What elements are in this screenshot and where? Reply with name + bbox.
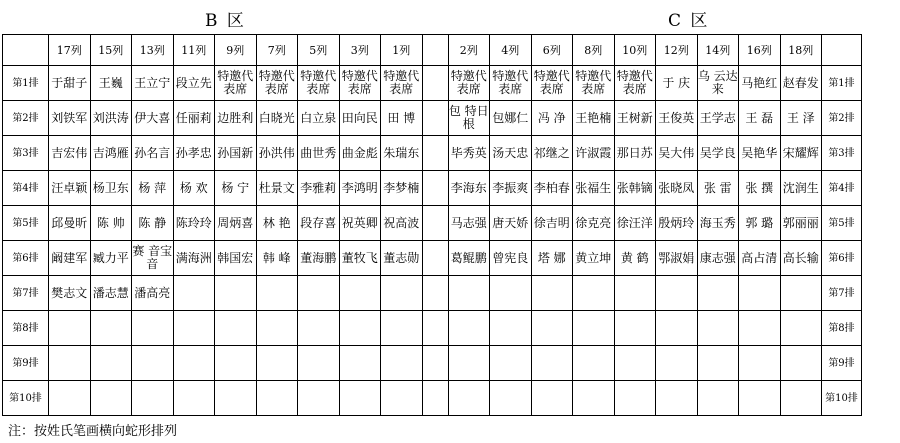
seat-cell-b [173,276,215,311]
seat-cell-c: 吴大伟 [656,136,698,171]
seat-cell-c: 王俊英 [656,101,698,136]
seat-cell-c: 特邀代表席 [490,66,532,101]
column-header-c: 12列 [656,35,698,66]
seat-cell-b: 特邀代表席 [256,66,298,101]
seat-cell-c: 王学志 [697,101,739,136]
seat-cell-b: 潘志慧 [90,276,132,311]
seat-cell-b: 特邀代表席 [298,66,340,101]
column-header-b: 11列 [173,35,215,66]
seat-cell-b: 段立先 [173,66,215,101]
seat-cell-c [490,346,532,381]
seat-row [3,241,862,276]
seat-cell-c [531,276,573,311]
aisle-cell [422,66,448,101]
seat-cell-c: 李柏春 [531,171,573,206]
seat-cell-c [573,276,615,311]
seat-cell-c [697,381,739,416]
seat-cell-c: 张福生 [573,171,615,206]
column-header-b: 17列 [49,35,91,66]
seat-cell-b [132,346,174,381]
column-header-b: 7列 [256,35,298,66]
column-header-b: 5列 [298,35,340,66]
seat-cell-b [215,346,257,381]
row-label-left: 第3排 [3,136,49,171]
seat-cell-b [339,276,381,311]
seat-cell-c: 王 磊 [739,101,781,136]
seat-cell-b: 阚建军 [49,241,91,276]
seat-cell-c [656,346,698,381]
seat-cell-c: 康志强 [697,241,739,276]
seat-cell-b: 孙国新 [215,136,257,171]
row-label-left: 第4排 [3,171,49,206]
seat-cell-c: 特邀代表席 [448,66,490,101]
seat-cell-c: 王树新 [614,101,656,136]
seat-cell-b [381,276,423,311]
seat-cell-b: 吉宏伟 [49,136,91,171]
seat-cell-b: 孙名言 [132,136,174,171]
row-label-left: 第2排 [3,101,49,136]
seat-cell-b [215,381,257,416]
seat-cell-b: 特邀代表席 [215,66,257,101]
seat-cell-b [173,346,215,381]
seat-cell-c [697,311,739,346]
seat-cell-c: 特邀代表席 [531,66,573,101]
seat-cell-c: 于 庆 [656,66,698,101]
row-label-right: 第10排 [822,381,862,416]
seat-cell-b [90,346,132,381]
seat-cell-b: 陈 帅 [90,206,132,241]
seat-row [3,66,862,101]
seat-cell-b: 林 艳 [256,206,298,241]
seat-cell-b: 刘铁军 [49,101,91,136]
seat-cell-b: 田向民 [339,101,381,136]
seat-row [3,206,862,241]
seat-cell-b [215,276,257,311]
seat-cell-c: 徐吉明 [531,206,573,241]
aisle-cell [422,35,448,66]
seat-row [3,136,862,171]
seat-cell-c [531,346,573,381]
section-b-title: B 区 [205,11,246,31]
row-label-left: 第9排 [3,346,49,381]
seat-cell-c: 张 雷 [697,171,739,206]
seat-cell-b [215,311,257,346]
seat-cell-c [614,381,656,416]
seat-cell-b: 曲金彪 [339,136,381,171]
seat-cell-b [256,276,298,311]
seat-cell-c: 马志强 [448,206,490,241]
seat-cell-c: 那日苏 [614,136,656,171]
seat-cell-c [656,311,698,346]
aisle-cell [422,276,448,311]
seat-cell-b: 特邀代表席 [381,66,423,101]
seat-cell-c: 乌 云达 来 [697,66,739,101]
row-label-right: 第8排 [822,311,862,346]
seat-cell-b [381,381,423,416]
seat-cell-b [298,346,340,381]
seat-cell-b: 李鸿明 [339,171,381,206]
row-label-left: 第1排 [3,66,49,101]
column-header-c: 6列 [531,35,573,66]
seat-cell-c: 高占清 [739,241,781,276]
seat-cell-b [339,311,381,346]
seat-cell-b: 任丽莉 [173,101,215,136]
seat-cell-b: 董牧飞 [339,241,381,276]
seat-cell-b: 董海鹏 [298,241,340,276]
seat-cell-b: 董志勋 [381,241,423,276]
seat-cell-c: 黄 鹤 [614,241,656,276]
column-header-b: 1列 [381,35,423,66]
seat-cell-c [490,381,532,416]
aisle-cell [422,311,448,346]
seat-cell-c [448,381,490,416]
seat-cell-c: 鄂淑娟 [656,241,698,276]
seat-cell-c: 李振爽 [490,171,532,206]
seat-cell-b: 白立泉 [298,101,340,136]
seat-cell-c [448,276,490,311]
seat-row [3,311,862,346]
seat-cell-c: 毕秀英 [448,136,490,171]
seat-cell-c: 包 特日 根 [448,101,490,136]
seat-cell-c [448,346,490,381]
seat-cell-c: 葛鲲鹏 [448,241,490,276]
seat-cell-c [490,311,532,346]
footnote: 注：按姓氏笔画横向蛇形排列 [8,424,178,439]
seat-cell-c: 徐克亮 [573,206,615,241]
seat-cell-b: 伊大喜 [132,101,174,136]
column-header-c: 18列 [780,35,822,66]
corner-cell [822,35,862,66]
row-label-right: 第6排 [822,241,862,276]
row-label-right: 第7排 [822,276,862,311]
column-header-c: 8列 [573,35,615,66]
seat-cell-c: 张 撰 [739,171,781,206]
seat-cell-c: 特邀代表席 [573,66,615,101]
seat-cell-b: 樊志文 [49,276,91,311]
seat-cell-b: 韩 峰 [256,241,298,276]
seat-cell-c [614,311,656,346]
seat-cell-b: 孙洪伟 [256,136,298,171]
seat-cell-c: 汤天忠 [490,136,532,171]
seat-cell-b [298,276,340,311]
column-header-c: 16列 [739,35,781,66]
seat-cell-b [381,311,423,346]
seat-cell-c: 塔 娜 [531,241,573,276]
column-header-c: 14列 [697,35,739,66]
seat-row [3,171,862,206]
seat-cell-c: 许淑霞 [573,136,615,171]
seat-cell-c: 张晓凤 [656,171,698,206]
seat-cell-b: 赛 音宝 音 [132,241,174,276]
seat-cell-c [448,311,490,346]
seating-chart-table [2,34,862,416]
seat-cell-c [739,346,781,381]
column-header-row [3,35,862,66]
seat-cell-c: 赵春发 [780,66,822,101]
column-header-c: 10列 [614,35,656,66]
row-label-right: 第9排 [822,346,862,381]
seat-cell-b [49,381,91,416]
seat-cell-b [339,381,381,416]
aisle-cell [422,206,448,241]
seat-cell-b: 汪卓颖 [49,171,91,206]
seat-cell-c [697,276,739,311]
seat-cell-b: 臧力平 [90,241,132,276]
seat-cell-c [490,276,532,311]
row-label-left: 第8排 [3,311,49,346]
seat-cell-b [298,311,340,346]
seat-cell-b [381,346,423,381]
seat-cell-b: 潘高亮 [132,276,174,311]
seat-cell-b: 祝高波 [381,206,423,241]
seat-cell-b: 段存喜 [298,206,340,241]
row-label-left: 第7排 [3,276,49,311]
seat-cell-c: 曾宪良 [490,241,532,276]
aisle-cell [422,346,448,381]
seat-cell-c: 黄立坤 [573,241,615,276]
seat-cell-c [780,381,822,416]
seat-cell-b: 孙孝忠 [173,136,215,171]
seat-cell-b: 杜景文 [256,171,298,206]
seat-cell-b: 邱曼昕 [49,206,91,241]
seat-cell-b: 杨 宁 [215,171,257,206]
seat-cell-b [298,381,340,416]
seat-cell-c: 沈润生 [780,171,822,206]
row-label-left: 第6排 [3,241,49,276]
seat-cell-c [573,381,615,416]
column-header-b: 15列 [90,35,132,66]
seat-cell-c [739,276,781,311]
seat-cell-c [656,276,698,311]
seat-cell-b: 边胜利 [215,101,257,136]
aisle-cell [422,136,448,171]
seat-cell-c: 张韩镝 [614,171,656,206]
seat-cell-b: 于甜子 [49,66,91,101]
seat-cell-b [132,381,174,416]
column-header-b: 9列 [215,35,257,66]
seat-cell-c: 李海东 [448,171,490,206]
seat-cell-b: 王立宁 [132,66,174,101]
seat-row [3,346,862,381]
seat-cell-b [49,311,91,346]
seat-cell-b [173,311,215,346]
seat-cell-b: 杨 欢 [173,171,215,206]
seat-cell-b: 周炳喜 [215,206,257,241]
seat-cell-b: 杨 萍 [132,171,174,206]
seat-cell-c: 高长输 [780,241,822,276]
aisle-cell [422,171,448,206]
seat-cell-c [739,311,781,346]
column-header-b: 3列 [339,35,381,66]
seat-cell-c [531,311,573,346]
seat-cell-b: 王巍 [90,66,132,101]
row-label-right: 第5排 [822,206,862,241]
seat-cell-b: 满海洲 [173,241,215,276]
column-header-b: 13列 [132,35,174,66]
seat-cell-c [697,346,739,381]
seat-cell-c [780,311,822,346]
corner-cell [3,35,49,66]
seat-cell-c: 吴艳华 [739,136,781,171]
seat-cell-c [531,381,573,416]
seat-cell-c: 海玉秀 [697,206,739,241]
row-label-right: 第4排 [822,171,862,206]
seat-cell-b: 祝英卿 [339,206,381,241]
seat-cell-b [173,381,215,416]
seat-cell-c: 冯 净 [531,101,573,136]
seat-cell-c: 马艳红 [739,66,781,101]
seat-cell-b: 吉鸿雁 [90,136,132,171]
section-c-title: C 区 [668,11,710,31]
seat-cell-b: 曲世秀 [298,136,340,171]
seat-cell-b [90,381,132,416]
seat-cell-b [132,311,174,346]
aisle-cell [422,101,448,136]
seat-cell-c [614,276,656,311]
row-label-left: 第5排 [3,206,49,241]
seat-cell-c [780,346,822,381]
seat-cell-b: 杨卫东 [90,171,132,206]
seat-cell-c [573,311,615,346]
seat-cell-c [573,346,615,381]
row-label-right: 第1排 [822,66,862,101]
seat-cell-c: 王艳楠 [573,101,615,136]
seat-cell-b [49,346,91,381]
seat-cell-b [256,381,298,416]
seat-cell-c [780,276,822,311]
seat-cell-b: 刘洪涛 [90,101,132,136]
column-header-c: 2列 [448,35,490,66]
seat-cell-b [256,311,298,346]
aisle-cell [422,381,448,416]
seat-cell-b: 陈 静 [132,206,174,241]
seat-cell-c: 吴学良 [697,136,739,171]
seat-cell-c [656,381,698,416]
seat-cell-b: 陈玲玲 [173,206,215,241]
seat-cell-c: 祁继之 [531,136,573,171]
seat-cell-b: 韩国宏 [215,241,257,276]
seat-cell-b: 李雅莉 [298,171,340,206]
seat-cell-c: 包娜仁 [490,101,532,136]
row-label-left: 第10排 [3,381,49,416]
row-label-right: 第3排 [822,136,862,171]
seat-cell-c: 唐天娇 [490,206,532,241]
seat-cell-b [339,346,381,381]
seat-cell-b [256,346,298,381]
seat-cell-b [90,311,132,346]
seat-cell-b: 田 博 [381,101,423,136]
seat-row [3,276,862,311]
seat-row [3,381,862,416]
seat-cell-b: 朱瑞东 [381,136,423,171]
seat-cell-c: 王 泽 [780,101,822,136]
column-header-c: 4列 [490,35,532,66]
aisle-cell [422,241,448,276]
seat-cell-c [739,381,781,416]
seat-cell-c: 殷炳玲 [656,206,698,241]
seat-cell-b: 李梦楠 [381,171,423,206]
row-label-right: 第2排 [822,101,862,136]
seat-row [3,101,862,136]
seat-cell-b: 特邀代表席 [339,66,381,101]
seat-cell-c: 徐汪洋 [614,206,656,241]
seat-cell-c [614,346,656,381]
seat-cell-b: 白晓光 [256,101,298,136]
seat-cell-c: 特邀代表席 [614,66,656,101]
seat-cell-c: 郭 璐 [739,206,781,241]
seat-cell-c: 宋耀辉 [780,136,822,171]
seat-cell-c: 郭丽丽 [780,206,822,241]
